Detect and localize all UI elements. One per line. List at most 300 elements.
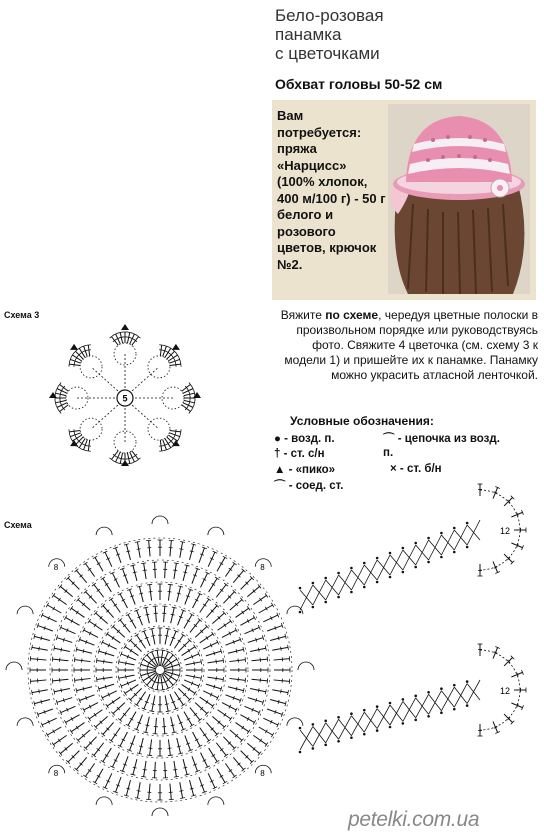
stitch-mark [89,621,102,630]
legend-title: Условные обозначения: [290,414,434,428]
zigzag-mark [416,540,429,565]
chain-dot [337,716,340,719]
stitch-top [288,690,289,695]
stitch-top [267,657,268,662]
row-number: 8 [53,769,59,779]
stitch-mark [206,722,217,734]
stitch-mark [247,586,259,596]
stitch-bar [127,458,131,459]
stitch-mark [177,586,181,602]
stitch-bar [63,638,64,642]
stitch-mark [126,544,130,559]
stitch-mark [103,748,111,762]
stitch-top [172,607,177,608]
stitch-top [149,628,154,629]
stitch-top [71,353,74,357]
stitch-mark [137,635,146,648]
stitch-top [88,717,91,721]
scallop-arc [208,797,224,805]
zigzag-mark [416,694,429,718]
legend-text: - цепочка из возд. п. [383,433,500,459]
stitch-mark [120,708,130,721]
stitch-mark [217,557,225,571]
stitch-mark [201,753,208,767]
stitch-bar [39,689,40,693]
stitch-top [194,645,197,649]
stitch-mark [240,715,254,723]
stitch-mark [195,703,207,714]
stitch-mark [71,608,84,617]
stitch-top [70,606,73,610]
stitch-mark [105,773,112,788]
stitch-top [141,563,146,564]
chain-dot [453,551,456,554]
chain-dot [440,711,443,714]
stitch-mark [209,578,217,592]
stitch-bar [143,570,147,571]
stitch-mark [168,585,170,601]
stitch-mark [97,660,113,662]
stitch-mark [160,345,161,356]
stitch-mark [76,687,92,691]
stitch-mark [120,594,127,608]
stitch-mark [223,737,234,749]
chain-dot [337,572,340,575]
head-girth: Обхват головы 50-52 см [275,76,443,92]
stitch-bar [189,400,190,404]
stitch-mark [128,712,136,726]
stitch-top [69,362,70,367]
stitch-mark [97,677,113,679]
stitch-mark [60,743,72,753]
stitch-bar [74,429,75,433]
scallop-arc [152,808,168,816]
stitch-top [55,400,56,405]
stitch-mark [78,730,90,740]
stitch-mark [94,743,104,756]
zigzag-mark [441,687,454,711]
stitch-mark [274,659,290,660]
stitch-mark [207,677,223,679]
stitch-mark [68,578,79,589]
stitch-top [181,704,185,707]
stitch-mark [247,743,259,753]
stitch-top [143,732,148,733]
stitch-bar [190,788,194,789]
stitch-mark [195,626,207,637]
stitch-mark [85,763,94,776]
stitch-mark [47,605,61,613]
chain-dot [350,567,353,570]
chain-dot [402,571,405,574]
stitch-top [147,755,152,756]
stitch-mark [102,642,116,649]
stitch-bar [137,549,141,550]
stitch-top [194,391,195,396]
stitch-bar [104,676,105,680]
chain-dot [312,747,315,750]
stitch-top [77,347,81,350]
stitch-top [83,775,87,778]
stitch-bar [145,614,149,615]
chain-dot [376,729,379,732]
stitch-top [207,598,211,601]
stitch-mark [54,595,67,604]
stitch-mark [75,660,91,662]
stitch-bar [83,687,84,691]
stitch-bar [281,647,282,651]
stitch-bar [133,572,137,573]
stitch-bar [214,685,215,689]
zigzag-mark [429,535,442,560]
stitch-mark [150,585,152,601]
stitch-bar [156,682,160,683]
stitch-bar [216,676,217,680]
stitch-top [267,678,268,683]
stitch-bar [151,704,155,705]
stitch-bar [216,660,217,664]
stitch-mark [229,660,245,662]
stitch-mark [212,613,224,624]
chain-dot [466,704,469,707]
zigzag-mark [429,691,442,715]
stitch-bar [104,660,105,664]
chain-dot [376,557,379,560]
zigzag-mark [300,585,313,610]
stitch-mark [105,552,112,567]
stitch-top [88,619,91,623]
stitch-top [55,391,56,396]
stitch-top [172,732,177,733]
row-number: 8 [260,769,265,779]
stitch-top [181,634,185,637]
stitch-mark [103,606,114,618]
single-crochet-icon: × [390,463,397,475]
instructions-text [268,308,538,383]
stitch-mark [69,430,80,431]
zigzag-mark [326,575,339,600]
stitch-top [223,658,224,663]
stitch-top [168,584,173,585]
stitch-bar [176,363,177,367]
stitch-top [159,451,164,452]
zigzag-mark [403,545,416,570]
stitch-mark [190,708,200,721]
legend-text: - ст. с/н [283,448,325,460]
stitch-mark [103,722,114,734]
stitch-bar [41,700,42,704]
stitch-mark [78,600,90,610]
stitch-bar [256,638,257,642]
chain-dot [363,562,366,565]
stitch-top [142,657,145,661]
stitch-mark [183,759,187,774]
stitch-mark [225,763,234,776]
stitch-top [207,739,211,742]
chain-dot [350,712,353,715]
stitch-top [223,677,224,682]
scallop-arc [287,718,303,726]
stitch-mark [76,757,86,769]
stitch-bar [160,682,164,683]
stitch-mark [85,564,94,577]
stitch-top [166,628,171,629]
stitch-mark [272,647,288,650]
chain-dot [312,582,315,585]
stitch-bar [177,746,181,747]
stitch-bar [139,593,143,594]
stitch-mark [139,586,143,602]
stitch-bar [179,791,183,792]
stitch-bar [126,788,130,789]
stitch-mark [144,563,146,579]
stitch-mark [152,629,155,645]
stitch-bar [189,392,190,396]
stitch-mark [193,594,200,608]
main-scheme-label: Схема [4,520,32,530]
stitch-top [180,362,181,367]
stitch-mark [504,497,512,505]
stitch-top [180,798,185,799]
stitch-top [147,584,152,585]
stitch-mark [111,728,120,741]
stitch-mark [216,585,226,598]
stitch-mark [233,757,243,769]
stitch-mark [149,540,150,556]
stitch-top [52,743,55,747]
legend-text: - ст. б/н [399,463,442,475]
stitch-mark [86,737,97,749]
stitch-top [32,690,33,695]
requirements-text: Вам потребуется: пряжа «Нарцисс» (100% хлопок, 400 м/100 г) - 50 г белого и розового цветов, крючок №2. [277,108,386,272]
chain-dot [299,751,302,754]
stitch-top [160,650,165,651]
stitch-top [265,689,266,694]
stitch-top [135,798,140,799]
chain-dot [324,601,327,604]
stitch-mark [171,608,175,624]
stitch-top [127,463,132,464]
flower-diagram [30,310,230,480]
stitch-mark [107,634,120,643]
stitch-mark [42,615,57,622]
scallop-arc [17,718,33,726]
chain-dot [376,581,379,584]
stitch-bar [194,661,195,665]
stitch-mark [133,565,137,580]
stitch-mark [120,620,130,633]
stitch-top [74,657,75,662]
chain-dot [363,586,366,589]
stitch-bar [87,446,91,447]
stitch-mark [113,703,125,714]
chain-dot [402,722,405,725]
zigzag-mark [313,723,326,747]
chain-dot [299,611,302,614]
stitch-mark [155,562,156,578]
stitch-bar [126,551,130,552]
stitch-mark [241,751,252,762]
stitch-mark [174,563,176,579]
chain-dot [324,744,327,747]
stitch-mark [170,540,171,556]
pattern-title [275,6,535,63]
stitch-top [74,678,75,683]
stitch-bar [281,689,282,693]
stitch-bar [160,657,164,658]
stitch-mark [177,738,181,754]
stitch-mark [96,613,108,624]
row-number: 8 [53,562,59,572]
stitch-top [127,332,132,333]
row-number: 8 [260,562,265,572]
legend-item [274,463,335,477]
stitch-top [233,562,237,565]
chain-dot [312,606,315,609]
stitch-top [118,659,119,664]
stitch-mark [120,732,127,746]
stitch-mark [53,659,69,661]
stitch-bar [183,767,187,768]
stitch-bar [39,647,40,651]
stitch-bar [177,593,181,594]
stitch-mark [250,689,266,692]
chain-dot [440,556,443,559]
stitch-mark [95,769,103,783]
stitch-top [118,676,119,681]
chain-dot [389,702,392,705]
stitch-mark [252,659,268,661]
stitch-top [142,679,145,683]
chain-dot [350,591,353,594]
picot-mark [70,344,78,350]
stitch-mark [270,636,285,640]
stitch-mark [190,620,200,633]
stitch-mark [186,662,202,665]
stitch-mark [95,557,103,571]
stitch-mark [208,552,215,567]
stitch-bar [119,337,123,338]
stitch-mark [183,565,187,580]
stitch-mark [54,648,70,651]
scallop-arc [298,662,314,670]
stitch-bar [176,429,177,433]
stitch-mark [137,692,146,705]
stitch-mark [233,570,243,582]
stitch-mark [146,608,150,624]
stitch-bar [179,549,183,550]
stitch-mark [112,753,119,767]
chain-dot [376,705,379,708]
stitch-mark [119,675,135,678]
stitch-mark [228,687,244,691]
stitch-top [77,446,81,449]
slip-stitch-icon: ⌒ [274,480,286,492]
stitch-bar [159,350,163,351]
stitch-mark [150,739,152,755]
stitch-bar [236,687,237,691]
stitch-bar [171,614,175,615]
stitch-mark [182,684,195,693]
stitch-bar [133,767,137,768]
stitch-mark [245,706,260,712]
stitch-top [166,711,171,712]
stitch-mark [86,592,97,604]
stitch-bar [139,746,143,747]
stitch-bar [278,636,279,640]
stitch-bar [165,704,169,705]
title-line-1: Бело-розовая [275,6,384,25]
stitch-top [169,347,173,350]
stitch-top [96,677,97,682]
stitch-mark [47,727,61,735]
stitch-bar [173,769,177,770]
chain-dot [453,527,456,530]
chain-dot [389,576,392,579]
stitch-top [118,463,123,464]
chain-dot [299,727,302,730]
stitch-mark [119,662,135,665]
stitch-top [83,562,87,565]
stitch-mark [34,636,49,640]
stitch-top [86,451,91,452]
stitch-top [247,606,250,610]
stitch-top [109,739,113,742]
stitch-top [160,689,165,690]
stitch-mark [225,564,234,577]
petal-loop [148,356,170,378]
stitch-mark [203,642,217,649]
zigzag-mark [454,525,467,550]
stitch-bar [236,649,237,653]
stitch-top [265,646,266,651]
stitch-bar [171,725,175,726]
scallop-arc [208,527,224,535]
stitch-bar [119,458,123,459]
stitch-mark [180,782,183,798]
stitch-mark [184,712,192,726]
stitch-mark [103,578,111,592]
stitch-bar [127,337,131,338]
stitch-mark [54,689,70,692]
scallop-arc [152,516,168,524]
stitch-top [52,678,53,683]
stitch-top [265,743,268,747]
stitch-bar [74,363,75,367]
stitch-mark [174,635,183,648]
stitch-bar [61,648,62,652]
stitch-top [180,429,181,434]
stitch-bar [145,725,149,726]
stitch-mark [186,675,202,678]
stitch-bar [60,400,61,404]
stitch-mark [200,599,209,612]
stitch-mark [42,718,57,725]
zigzag-mark [390,550,403,575]
stitch-mark [222,703,236,710]
stitch-mark [250,648,266,651]
zigzag-mark [313,580,326,605]
stitch-mark [206,606,217,618]
stitch-mark [155,718,156,734]
stitch-top [118,332,123,333]
stitch-mark [133,759,137,774]
zigzag-mark [339,570,352,595]
stitch-mark [165,762,166,778]
stitch-mark [30,659,46,660]
instructions-rest: , чередуя цветные полоски в произвольном порядке или руководствуясь фото. Свяжите 4 цветочка (см. схему 3 к модели 1) и пришейте их к панамке. Панамку можно украсить атласной ленточкой. [284,308,538,382]
stitch-bar [105,651,106,655]
